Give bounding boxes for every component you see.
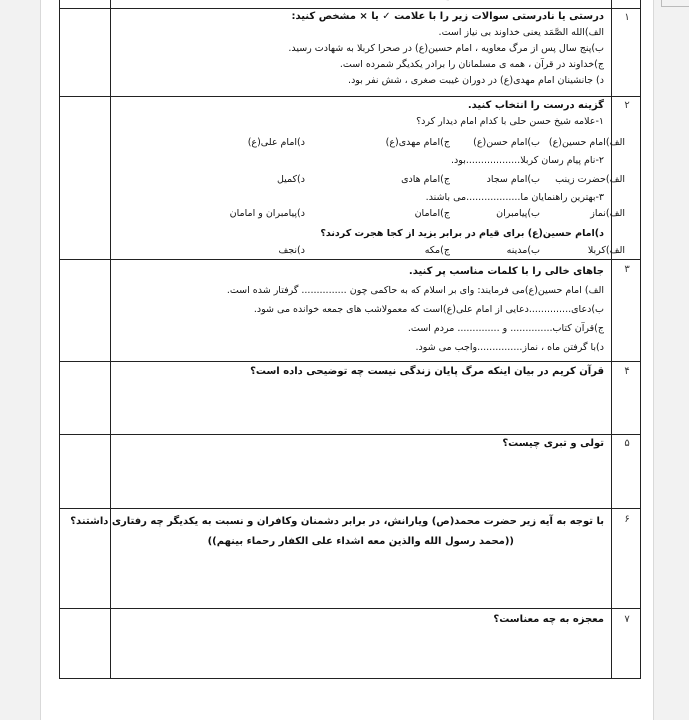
exam-sheet — [59, 0, 641, 679]
option: الف)نماز — [590, 208, 625, 219]
option: ج)امامان — [414, 208, 450, 219]
question-text: معجزه به چه معناست؟ — [493, 614, 604, 625]
question-number: ۷ — [624, 614, 630, 625]
verse-text: ((محمد رسول الله والذین معه اشداء علی الکفار رحماء بینهم)) — [207, 536, 514, 547]
sub-question: د)امام حسین(ع) برای قیام در برابر یزید از کجا هجرت کردند؟ — [320, 228, 604, 239]
question-3 — [227, 262, 604, 357]
question-title: درستی یا نادرستی سوالات زیر را با علامت ✓ یا × مشخص کنید: — [291, 11, 604, 22]
option: ب)امام سجاد — [486, 174, 540, 185]
statement-item: ج)خداوند در قرآن ، همه ی مسلمانان را برادر یکدیگر شمرده است. — [339, 59, 604, 70]
option: الف)کربلا — [587, 245, 625, 256]
fill-blank-item: د)با گرفتن ماه ، نماز...............واجب می شود. — [415, 342, 604, 353]
question-title: گزینه درست را انتخاب کنید. — [467, 100, 604, 111]
question-2 — [416, 98, 604, 130]
question-text: قرآن کریم در بیان اینکه مرگ پایان زندگی نیست چه توضیحی داده است؟ — [250, 366, 604, 377]
question-number: ۳ — [624, 264, 630, 275]
statement-item: ب)پنج سال پس از مرگ معاویه ، امام حسین(ع) در صحرا کربلا به شهادت رسید. — [288, 43, 604, 54]
option: د)امام علی(ع) — [247, 137, 305, 148]
question-5 — [502, 436, 604, 452]
option: الف)حضرت زینب — [555, 174, 625, 185]
question-text: با توجه به آیه زیر حضرت محمد(ص) ویارانش، در برابر دشمنان وکافران و نسبت به یکدیگر چه رفتاری داشتند؟ — [70, 516, 604, 527]
row-divider — [60, 361, 640, 362]
question-number: ۲ — [624, 100, 630, 111]
question-7 — [493, 612, 604, 628]
row-divider — [60, 434, 640, 435]
question-number: ۴ — [624, 366, 630, 377]
fill-blank-item: الف) امام حسین(ع)می فرمایند: وای بر اسلام که به حاکمی چون ............... گرفتار شده است. — [226, 285, 604, 296]
statement-item: د) جانشینان امام مهدی(ع) در دوران غیبت صغری ، شش نفر بود. — [348, 75, 604, 86]
row-divider — [60, 608, 640, 609]
sub-question: ۲-نام پیام رسان کربلا..................بود. — [451, 155, 604, 166]
option: ج)امام هادی — [401, 174, 450, 185]
row-divider — [60, 96, 640, 97]
sub-question: ۱-علامه شیخ حسن حلی با کدام امام دیدار کرد؟ — [416, 116, 604, 127]
question-number: ۵ — [624, 438, 630, 449]
option: ب)مدینه — [506, 245, 540, 256]
option: د)کمیل — [276, 174, 305, 185]
option: ب)پیامبران — [496, 208, 540, 219]
option: د)نجف — [278, 245, 305, 256]
sub-question: ۳-بهترین راهنمایان ما..................می باشند. — [425, 192, 604, 203]
question-title: جاهای خالی را با کلمات مناسب پر کنید. — [408, 266, 604, 277]
header-cut-text — [334, 0, 490, 1]
exam-page — [40, 0, 654, 720]
option: ب)امام حسن(ع) — [473, 137, 540, 148]
score-column-divider — [110, 0, 111, 678]
question-number: ۶ — [624, 514, 630, 525]
question-text: تولی و تبری چیست؟ — [502, 438, 604, 449]
fill-blank-item: ج)قرآن کتاب.............. و .............. مردم است. — [407, 323, 604, 334]
question-4 — [250, 364, 604, 380]
question-6 — [70, 512, 604, 552]
option: د)پیامبران و امامان — [229, 208, 305, 219]
question-1 — [288, 9, 604, 89]
page-corner — [661, 0, 689, 7]
question-number: ۱ — [624, 12, 630, 23]
statement-item: الف)الله الصَّمَد یعنی خداوند بی نیاز است. — [438, 27, 604, 38]
option: ج)مکه — [424, 245, 450, 256]
row-divider — [60, 259, 640, 260]
row-divider — [60, 508, 640, 509]
option: ج)امام مهدی(ع) — [385, 137, 450, 148]
fill-blank-item: ب)دعای..............دعایی از امام علی(ع)است که معمولاشب های جمعه خوانده می شود. — [253, 304, 604, 315]
option: الف)امام حسین(ع) — [548, 137, 625, 148]
